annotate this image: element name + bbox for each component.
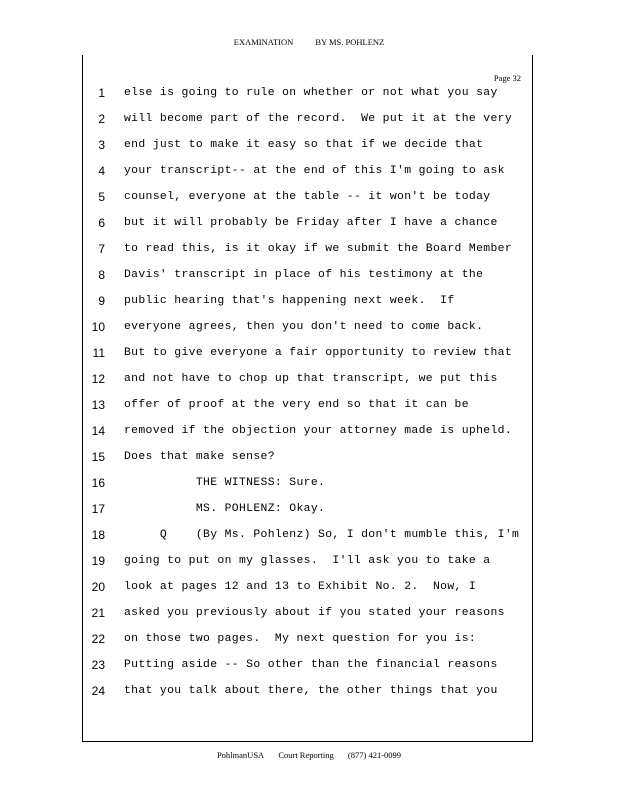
line-text: end just to make it easy so that if we decide that xyxy=(124,139,484,151)
line-number: 5 xyxy=(98,190,105,204)
line-number: 24 xyxy=(91,684,105,698)
line-number: 15 xyxy=(91,450,105,464)
line-number: 13 xyxy=(91,398,105,412)
line-text: that you talk about there, the other things that you xyxy=(124,685,498,697)
transcript-line xyxy=(0,344,618,370)
transcript-line xyxy=(0,422,618,448)
transcript-line xyxy=(0,552,618,578)
line-text: else is going to rule on whether or not what you say xyxy=(124,87,498,99)
transcript-line xyxy=(0,396,618,422)
line-number: 10 xyxy=(91,320,105,334)
transcript-line xyxy=(0,162,618,188)
line-number: 18 xyxy=(91,528,105,542)
line-text: your transcript-- at the end of this I'm going to ask xyxy=(124,165,505,177)
line-number: 6 xyxy=(98,216,105,230)
transcript-line xyxy=(0,526,618,552)
transcript-line xyxy=(0,604,618,630)
footer-service: Court Reporting xyxy=(278,750,334,760)
line-number: 21 xyxy=(91,606,105,620)
line-text: Does that make sense? xyxy=(124,451,275,463)
line-text: look at pages 12 and 13 to Exhibit No. 2. Now, I xyxy=(124,581,477,593)
line-number: 7 xyxy=(98,242,105,256)
line-text: MS. POHLENZ: Okay. xyxy=(124,503,326,515)
transcript-line xyxy=(0,474,618,500)
line-number: 19 xyxy=(91,554,105,568)
footer-phone: (877) 421-0099 xyxy=(347,750,402,760)
transcript-line xyxy=(0,214,618,240)
transcript-line xyxy=(0,448,618,474)
line-number: 8 xyxy=(98,268,105,282)
transcript-line xyxy=(0,292,618,318)
line-number: 4 xyxy=(98,164,105,178)
line-text: but it will probably be Friday after I have a chance xyxy=(124,217,498,229)
footer-company: PohlmanUSA xyxy=(216,750,265,760)
line-number: 17 xyxy=(91,502,105,516)
line-text: But to give everyone a fair opportunity to review that xyxy=(124,347,513,359)
line-text: THE WITNESS: Sure. xyxy=(124,477,326,489)
line-number: 20 xyxy=(91,580,105,594)
line-text: counsel, everyone at the table -- it won't be today xyxy=(124,191,491,203)
transcript-line xyxy=(0,630,618,656)
transcript-line xyxy=(0,188,618,214)
line-text: public hearing that's happening next week. If xyxy=(124,295,455,307)
page-number: Page 32 xyxy=(493,73,521,83)
transcript-lines xyxy=(0,84,618,708)
line-text: Q (By Ms. Pohlenz) So, I don't mumble this, I'm xyxy=(124,529,520,541)
line-number: 16 xyxy=(91,476,105,490)
line-text: going to put on my glasses. I'll ask you to take a xyxy=(124,555,491,567)
transcript-line xyxy=(0,318,618,344)
transcript-line xyxy=(0,240,618,266)
line-number: 22 xyxy=(91,632,105,646)
line-number: 12 xyxy=(91,372,105,386)
transcript-line xyxy=(0,370,618,396)
header-section: EXAMINATION xyxy=(233,37,294,47)
line-text: will become part of the record. We put it at the very xyxy=(124,113,513,125)
line-number: 3 xyxy=(98,138,105,152)
line-text: Davis' transcript in place of his testimony at the xyxy=(124,269,484,281)
line-number: 9 xyxy=(98,294,105,308)
transcript-line xyxy=(0,578,618,604)
transcript-line xyxy=(0,84,618,110)
header-examiner: BY MS. POHLENZ xyxy=(315,37,385,47)
transcript-line xyxy=(0,110,618,136)
transcript-line xyxy=(0,656,618,682)
page-header xyxy=(0,37,618,47)
transcript-line xyxy=(0,266,618,292)
line-text: removed if the objection your attorney made is upheld. xyxy=(124,425,513,437)
line-text: to read this, is it okay if we submit the Board Member xyxy=(124,243,513,255)
transcript-line xyxy=(0,500,618,526)
page-footer xyxy=(0,750,618,760)
line-text: and not have to chop up that transcript, we put this xyxy=(124,373,498,385)
line-number: 11 xyxy=(92,346,105,360)
transcript-line xyxy=(0,136,618,162)
line-text: on those two pages. My next question for you is: xyxy=(124,633,477,645)
line-number: 1 xyxy=(98,86,105,100)
line-text: everyone agrees, then you don't need to come back. xyxy=(124,321,484,333)
line-number: 23 xyxy=(91,658,105,672)
line-text: offer of proof at the very end so that it can be xyxy=(124,399,469,411)
line-number: 2 xyxy=(98,112,105,126)
line-text: Putting aside -- So other than the financial reasons xyxy=(124,659,498,671)
transcript-line xyxy=(0,682,618,708)
line-number: 14 xyxy=(91,424,105,438)
line-text: asked you previously about if you stated your reasons xyxy=(124,607,505,619)
